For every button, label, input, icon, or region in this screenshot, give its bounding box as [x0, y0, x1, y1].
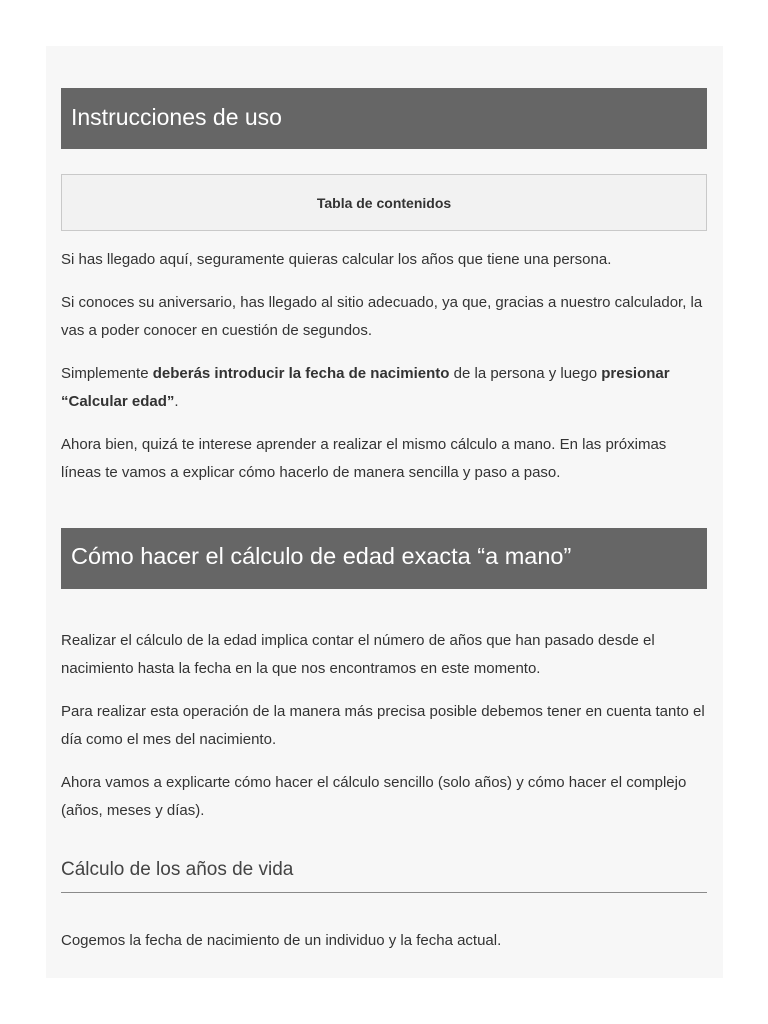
table-of-contents[interactable] — [61, 174, 707, 231]
paragraph: Si has llegado aquí, seguramente quieras calcular los años que tiene una persona. — [61, 251, 612, 268]
text: . — [174, 393, 179, 410]
paragraph: Ahora vamos a explicarte cómo hacer el cálculo sencillo (solo años) y cómo hacer el complejo (años, meses y días). — [61, 774, 687, 819]
paragraph: Realizar el cálculo de la edad implica contar el número de años que han pasado desde el nacimiento hasta la fecha en la que nos encontramos en este momento. — [61, 632, 655, 677]
paragraph-instructions — [61, 360, 707, 416]
subsection-heading-anos-de-vida: Cálculo de los años de vida — [61, 859, 707, 893]
paragraph: Para realizar esta operación de la manera más precisa posible debemos tener en cuenta tanto el día como el mes del nacimiento. — [61, 703, 705, 748]
paragraph: Ahora bien, quizá te interese aprender a realizar el mismo cálculo a mano. En las próximas líneas te vamos a explicar cómo hacerlo de manera sencilla y paso a paso. — [61, 436, 667, 481]
toc-title[interactable]: Tabla de contenidos — [316, 194, 452, 211]
section-heading-calculo-a-mano: Cómo hacer el cálculo de edad exacta “a mano” — [61, 528, 707, 589]
paragraph: Cogemos la fecha de nacimiento de un individuo y la fecha actual. — [61, 932, 502, 949]
text: Simplemente — [61, 365, 153, 382]
section-heading-instrucciones: Instrucciones de uso — [61, 88, 707, 149]
text: de la persona y luego — [449, 365, 602, 382]
article-card — [46, 46, 723, 978]
bold-text: deberás introducir la fecha de nacimiento — [152, 365, 450, 382]
article-content — [61, 88, 707, 955]
bold-text: presionar “Calcular edad” — [61, 365, 670, 410]
paragraph: Si conoces su aniversario, has llegado al sitio adecuado, ya que, gracias a nuestro calculador, la vas a poder conocer en cuestión de segundos. — [61, 294, 703, 339]
